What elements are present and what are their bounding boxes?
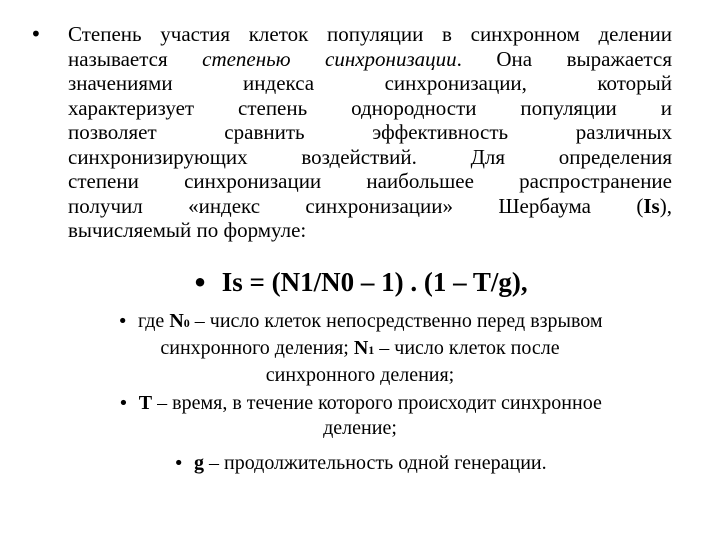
definition-text: Т – время, в течение которого происходит синхронное [138, 392, 602, 414]
word: Шербаума [498, 193, 591, 218]
paragraph-line [68, 22, 672, 47]
word: различных [575, 120, 672, 144]
word: синхронизирующих [68, 144, 248, 169]
word: Она [496, 46, 533, 71]
definition-line [90, 309, 630, 336]
word: получил [68, 193, 143, 218]
word: синхронизации, [384, 71, 527, 95]
word: клеток [248, 22, 309, 46]
paragraph-line [68, 47, 672, 72]
word: делении [598, 22, 672, 46]
word: значениями [68, 71, 173, 95]
bullet-icon: • [192, 269, 208, 297]
word: участия [160, 22, 231, 46]
definition-line [90, 391, 630, 416]
intro-paragraph [30, 22, 672, 243]
formula-text: Is = (N1/N0 – 1) . (1 – T/g), [221, 267, 528, 297]
paragraph-lines [68, 22, 672, 243]
formula [0, 266, 720, 299]
definition-t [90, 391, 630, 441]
paragraph-line [68, 96, 672, 121]
bullet-icon: • [30, 22, 42, 46]
paragraph-line [68, 194, 672, 219]
word: распространение [519, 169, 672, 193]
word: степень [238, 95, 308, 120]
paragraph-line [68, 120, 672, 145]
bullet-icon: • [118, 393, 129, 414]
word: синхронизации [184, 169, 322, 193]
word: и [660, 95, 672, 120]
definition-text: деление; [323, 417, 397, 439]
paragraph-line: вычисляемый по формуле: [68, 218, 307, 242]
definition-text: синхронного деления; [265, 364, 455, 386]
bullet-icon: • [117, 311, 129, 332]
word: характеризует [68, 95, 195, 120]
word: эффективность [372, 120, 509, 144]
word: Степень [68, 22, 142, 46]
definition-line [90, 451, 630, 476]
word: популяции [326, 22, 424, 46]
word: популяции [520, 95, 617, 120]
word: «индекс [188, 193, 261, 218]
word: степени [68, 169, 139, 193]
bullet-icon: • [173, 453, 185, 474]
word: определения [558, 144, 672, 169]
word: называется [68, 46, 168, 71]
word: однородности [351, 95, 477, 120]
definition-g [90, 451, 630, 476]
word: в [442, 22, 452, 46]
word: (Is), [636, 193, 672, 218]
word: синхронизации» [305, 193, 454, 218]
word: синхронизации. [325, 46, 462, 71]
paragraph-line [68, 145, 672, 170]
definition-line [90, 416, 630, 441]
definition-line [90, 336, 630, 363]
word: наибольшее [366, 169, 474, 193]
definition-line [90, 363, 630, 388]
paragraph-line [68, 71, 672, 96]
definition-text: где N0 – число клеток непосредственно перед взрывом [138, 310, 603, 332]
word: выражается [566, 46, 672, 71]
word: индекса [243, 71, 315, 95]
word: позволяет [68, 120, 157, 144]
word: синхронном [470, 22, 580, 46]
paragraph-line [68, 169, 672, 194]
definition-text: синхронного деления; N1 – число клеток после [160, 337, 560, 359]
word: степенью [202, 46, 291, 71]
word: сравнить [224, 120, 305, 144]
definition-text: g – продолжительность одной генерации. [194, 452, 547, 474]
word: воздействий. [301, 144, 417, 169]
definition-n [90, 309, 630, 388]
word: Для [470, 144, 506, 169]
word: который [597, 71, 672, 95]
